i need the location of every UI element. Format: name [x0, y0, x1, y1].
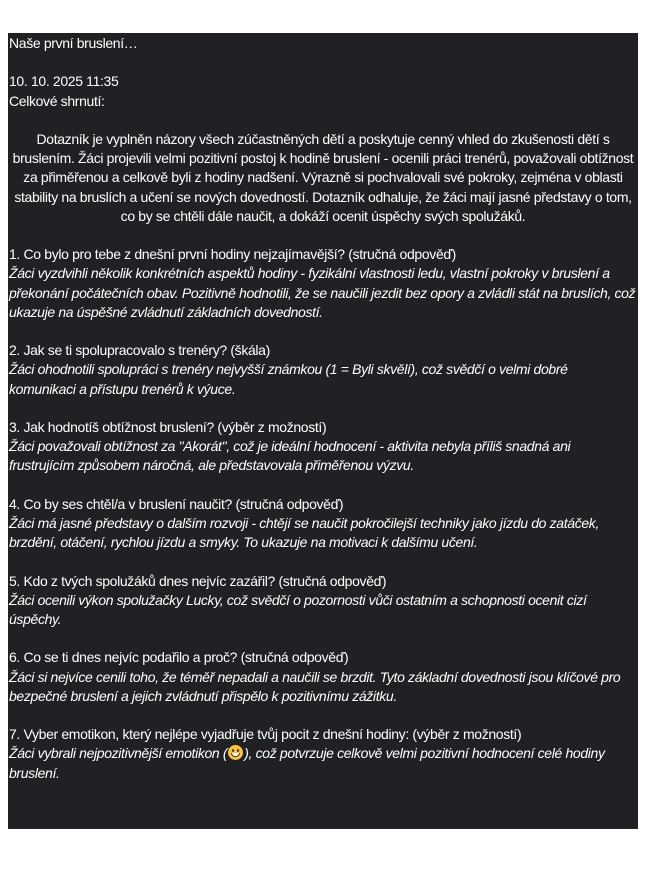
- spacer: [9, 706, 637, 725]
- question-text: 2. Jak se ti spolupracovalo s trenéry? (škála): [9, 342, 270, 359]
- survey-summary-panel: [8, 33, 638, 829]
- spacer: [9, 476, 637, 495]
- document-title: Naše první bruslení…: [9, 35, 138, 51]
- answer-text: Žáci považovali obtížnost za "Akorát", což je ideální hodnocení - aktivita nebyla příliš snadná ani frustrujícím způsobem náročná, ale představovala přiměřenou výzvu.: [9, 438, 571, 474]
- answer-text-before-emoji: Žáci vybrali nejpozitivnější emotikon (: [9, 745, 228, 762]
- question-block-1: [9, 245, 637, 322]
- spacer: [9, 111, 637, 130]
- answer-text-after-emoji: ), což potvrzuje celkově velmi pozitivní hodnocení celé hodiny bruslení.: [9, 745, 605, 781]
- answer-text: Žáci si nejvíce cenili toho, že téměř nepadali a naučili se brzdit. Tyto základní dovednosti jsou klíčové pro bezpečné bruslení a jejich zvládnutí přispělo k pozitivnímu zážitku.: [9, 668, 621, 704]
- spacer: [9, 322, 637, 341]
- question-text: 1. Co bylo pro tebe z dnešní první hodiny nejzajímavější? (stručná odpověď): [9, 246, 456, 263]
- question-block-4: [9, 495, 637, 553]
- answer-text: Žáci ohodnotili spolupráci s trenéry nejvyšší známkou (1 = Byli skvělí), což svědčí o velmi dobré komunikaci a přístupu trenérů k výuce.: [9, 361, 568, 397]
- question-block-6: [9, 648, 637, 706]
- question-block-2: [9, 341, 637, 399]
- question-text: 6. Co se ti dnes nejvíc podařilo a proč? (stručná odpověď): [9, 649, 349, 666]
- answer-text: Žáci vyzdvihli několik konkrétních aspektů hodiny - fyzikální vlastnosti ledu, vlastní pokroky v bruslení a překonání počátečních obav. Pozitivně hodnotili, že se naučili jezdit bez opory a zvládli stát na bruslích, což ukazuje na úspěšné zvládnutí základních dovedností.: [9, 265, 636, 320]
- summary-label: Celkové shrnutí:: [9, 92, 105, 109]
- summary-text: Dotazník je vyplněn názory všech zúčastněných dětí a poskytuje cenný vhled do zkušenosti dětí s bruslením. Žáci projevili velmi pozitivní postoj k hodině bruslení - ocenili práci trenérů, považovali obtížnost za přiměřenou a celkově byli z hodiny nadšení. Výrazně si pochvalovali své pokroky, zejména v oblasti stability na bruslích a učení se nových dovedností. Dotazník odhaluje, že žáci mají jasné představy o tom, co by se chtěli dále naučit, a dokáží ocenit úspěchy svých spolužáků.: [12, 130, 634, 224]
- emoji-mouth: [231, 753, 240, 757]
- answer-text: [9, 744, 637, 782]
- spacer: [9, 53, 637, 72]
- datetime: 10. 10. 2025 11:35: [9, 73, 119, 90]
- grinning-face-icon: [228, 745, 243, 760]
- question-text: 5. Kdo z tvých spolužáků dnes nejvíc zazářil? (stručná odpověď): [9, 572, 387, 589]
- spacer: [9, 629, 637, 648]
- question-text: 3. Jak hodnotíš obtížnost bruslení? (výběr z možností): [9, 418, 327, 435]
- question-block-7: [9, 725, 637, 783]
- question-text: 4. Co by ses chtěl/a v bruslení naučit? (stručná odpověď): [9, 495, 344, 512]
- question-block-3: [9, 418, 637, 476]
- question-block-5: [9, 572, 637, 630]
- spacer: [9, 226, 637, 245]
- answer-text: Žáci ocenili výkon spolužačky Lucky, což svědčí o pozornosti vůči ostatním a schopnosti ocenit cizí úspěchy.: [9, 591, 587, 627]
- spacer: [9, 399, 637, 418]
- spacer: [9, 552, 637, 571]
- answer-text: Žáci má jasné představy o dalším rozvoji - chtějí se naučit pokročilejší techniky jako jízdu do zatáček, brzdění, otáčení, rychlou jízdu a smyky. To ukazuje na motivaci k dalšímu učení.: [9, 514, 599, 551]
- question-text: 7. Vyber emotikon, který nejlépe vyjadřuje tvůj pocit z dnešní hodiny: (výběr z možností): [9, 726, 522, 743]
